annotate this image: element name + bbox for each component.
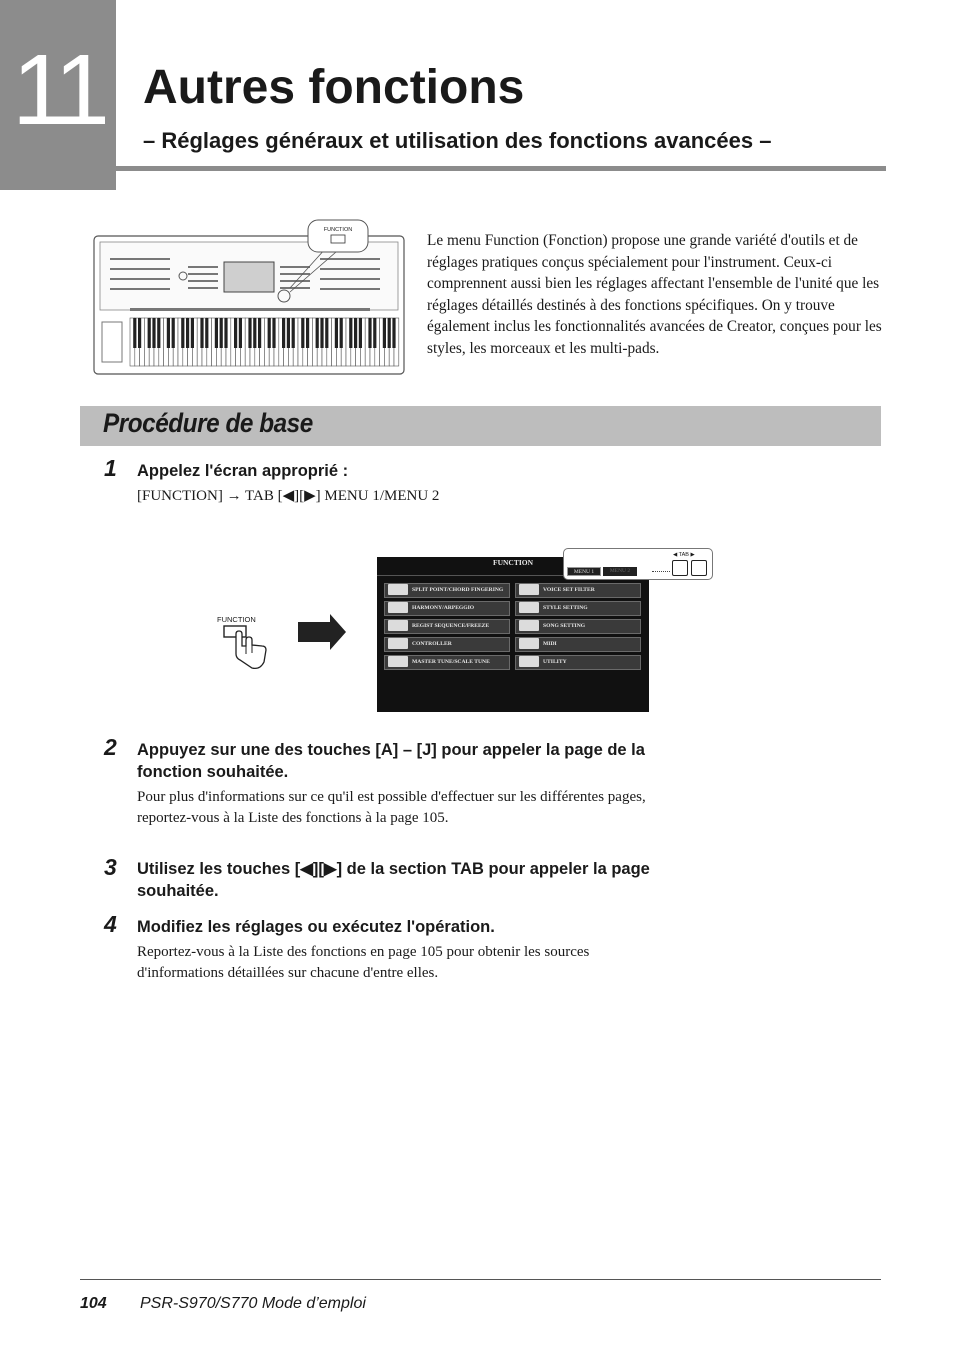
step-body-1: [FUNCTION] → TAB [◀][▶] MENU 1/MENU 2 [137, 488, 440, 504]
menu-item-utility[interactable]: UTILITY [515, 655, 641, 670]
black-key [205, 318, 208, 348]
black-key [224, 318, 227, 348]
black-key [316, 318, 319, 348]
black-key [258, 318, 261, 348]
step-title-3: Utilisez les touches [◀][▶] de la section TAB pour appeler la page souhaitée. [137, 860, 650, 900]
tab-right-button[interactable] [691, 560, 707, 576]
black-key [301, 318, 304, 348]
black-key [191, 318, 194, 348]
menu-item-harmony[interactable]: HARMONY/ARPEGGIO [384, 601, 510, 616]
tab-leader [652, 571, 670, 572]
tab-label: ◀ TAB ▶ [673, 552, 695, 558]
keyboard-icon [388, 602, 408, 613]
function-callout-label: FUNCTION [323, 227, 353, 233]
step-title-1: Appelez l'écran approprié : [137, 462, 349, 480]
black-key [220, 318, 223, 348]
black-key [325, 318, 328, 348]
black-key [359, 318, 362, 348]
gear-icon [519, 602, 539, 613]
black-key [349, 318, 352, 348]
black-key [248, 318, 251, 348]
black-key [340, 318, 343, 348]
manual-title: PSR-S970/S770 Mode d’emploi [140, 1295, 366, 1312]
page-subtitle: – Réglages généraux et utilisation des fonctions avancées – [143, 128, 772, 153]
black-key [335, 318, 338, 348]
step-number-4: 4 [104, 911, 117, 937]
keyboard-illustration [90, 218, 410, 378]
music-note-icon [519, 620, 539, 631]
black-key [133, 318, 136, 348]
black-key [306, 318, 309, 348]
black-key [215, 318, 218, 348]
black-key [138, 318, 141, 348]
title-divider [116, 166, 886, 171]
step-number-1: 1 [104, 455, 117, 481]
step-title-2: Appuyez sur une des touches [A] – [J] pour appeler la page de la fonction souhaitée. [137, 741, 645, 781]
black-key [287, 318, 290, 348]
black-key [383, 318, 386, 348]
menu-item-controller[interactable]: CONTROLLER [384, 637, 510, 652]
section-title: Procédure de base [103, 408, 313, 438]
menu-item-master-tune[interactable]: MASTER TUNE/SCALE TUNE [384, 655, 510, 670]
menu-item-split-point[interactable]: SPLIT POINT/CHORD FINGERING [384, 583, 510, 598]
right-menu [515, 583, 641, 670]
black-key [272, 318, 275, 348]
black-key [368, 318, 371, 348]
step-body-4: Reportez-vous à la Liste des fonctions en page 105 pour obtenir les sources d'informations détaillées sur chacune d'entre elles. [137, 944, 590, 981]
step-number-3: 3 [104, 854, 117, 880]
black-key [373, 318, 376, 348]
black-key [354, 318, 357, 348]
function-button-label: FUNCTION [217, 615, 256, 624]
black-key [292, 318, 295, 348]
tab-menu-1[interactable]: MENU 1 [567, 567, 601, 576]
chapter-number: 11 [12, 34, 104, 146]
controller-icon [388, 638, 408, 649]
black-key [282, 318, 285, 348]
menu-item-song-setting[interactable]: SONG SETTING [515, 619, 641, 634]
menu-item-regist-sequence[interactable]: REGIST SEQUENCE/FREEZE [384, 619, 510, 634]
menu-item-style-setting[interactable]: STYLE SETTING [515, 601, 641, 616]
black-key [320, 318, 323, 348]
black-key [268, 318, 271, 348]
tab-left-button[interactable] [672, 560, 688, 576]
left-menu [384, 583, 510, 670]
black-key [181, 318, 184, 348]
black-key [234, 318, 237, 348]
midi-icon [519, 638, 539, 649]
intro-paragraph: Le menu Function (Fonction) propose une grande variété d'outils et de réglages pratiques conçus spécialement pour l'instrument. Ceux-ci comprennent aussi bien les réglages affectant l'ensemble de l'unité que les réglages détaillés destinés à des fonctions spécifiques. On y trouve également inclus les fonctionnalités avancées de Creator, conçues pour les styles, les morceaux et les multi-pads. [427, 232, 882, 357]
wrench-icon [519, 656, 539, 667]
page-title: Autres fonctions [143, 61, 525, 114]
pointing-hand-icon [222, 624, 270, 672]
footer-divider [80, 1279, 881, 1280]
black-key [392, 318, 395, 348]
black-key [172, 318, 175, 348]
step-body-2: Pour plus d'informations sur ce qu'il est possible d'effectuer sur les différentes pages, reportez-vous à la Liste des fonctions à la page 105. [137, 789, 646, 826]
black-key [167, 318, 170, 348]
step-number-2: 2 [104, 734, 117, 760]
page-number: 104 [80, 1295, 107, 1312]
screen-title: FUNCTION [492, 558, 533, 567]
black-key [152, 318, 155, 348]
black-key [388, 318, 391, 348]
tab-menu-2[interactable]: MENU 2 [603, 567, 637, 576]
arrow-right-icon [298, 612, 348, 652]
black-key [148, 318, 151, 348]
registration-icon [388, 620, 408, 631]
step-title-4: Modifiez les réglages ou exécutez l'opération. [137, 918, 495, 936]
black-key [239, 318, 242, 348]
black-key [253, 318, 256, 348]
black-key [200, 318, 203, 348]
tuning-fork-icon [388, 656, 408, 667]
gear-icon [519, 584, 539, 595]
menu-item-midi[interactable]: MIDI [515, 637, 641, 652]
keyboard-icon [388, 584, 408, 595]
black-key [157, 318, 160, 348]
black-key [186, 318, 189, 348]
menu-item-voice-set-filter[interactable]: VOICE SET FILTER [515, 583, 641, 598]
